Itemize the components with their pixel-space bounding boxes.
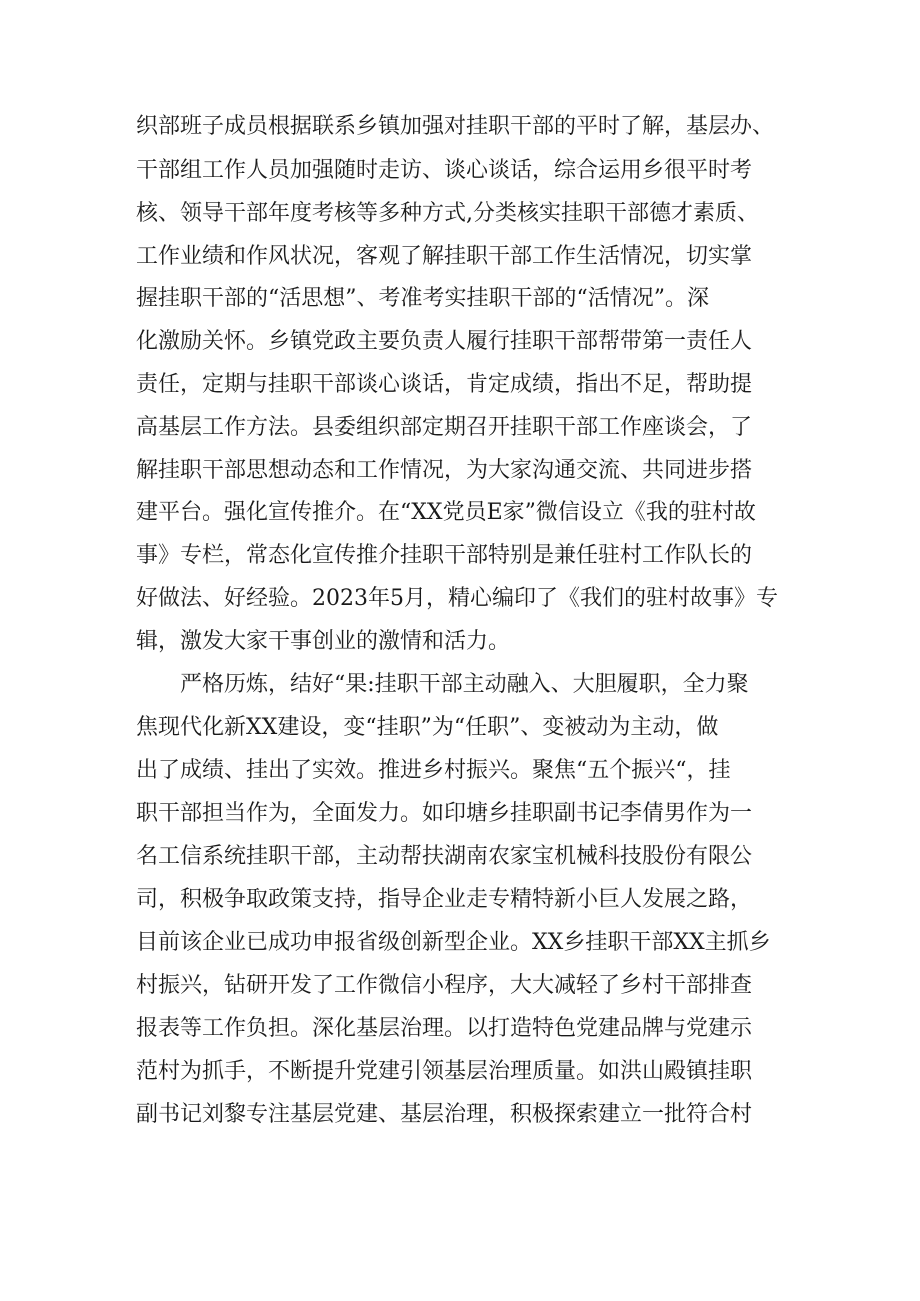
text-line: 司，积极争取政策支持，指导企业走专精特新小巨人发展之路， [136, 887, 753, 912]
text-line: 好做法、好经验。2023年5月，精心编印了《我们的驻村故事》专 [136, 586, 778, 611]
text-line: 织部班子成员根据联系乡镇加强对挂职干部的平时了解，基层办、 [136, 114, 775, 139]
text-line: 报表等工作负担。深化基层治理。以打造特色党建品牌与党建示 [136, 1016, 753, 1041]
text-line: 握挂职干部的“活思想”、考准考实挂职干部的“活情况”。深 [136, 286, 709, 311]
text-line: 村振兴，钻研开发了工作微信小程序，大大减轻了乡村干部排查 [136, 973, 753, 998]
text-line: 焦现代化新XX建设，变“挂职”为“任职”、变被动为主动，做 [136, 715, 719, 740]
text-line: 化激励关怀。乡镇党政主要负责人履行挂职干部帮带第一责任人 [136, 329, 753, 354]
text-line: 范村为抓手，不断提升党建引领基层治理质量。如洪山殿镇挂职 [136, 1059, 753, 1084]
text-line: 解挂职干部思想动态和工作情况，为大家沟通交流、共同进步搭 [136, 458, 753, 483]
paragraph-first-line: 严格历炼，结好“果:挂职干部主动融入、大胆履职，全力聚 [180, 672, 749, 697]
text-line: 出了成绩、挂出了实效。推进乡村振兴。聚焦“五个振兴“，挂 [136, 758, 731, 783]
text-line: 核、领导干部年度考核等多种方式,分类核实挂职干部德才素质、 [136, 201, 759, 226]
text-line: 工作业绩和作风状况，客观了解挂职干部工作生活情况，切实掌 [136, 244, 753, 269]
text-line: 高基层工作方法。县委组织部定期召开挂职干部工作座谈会，了 [136, 415, 753, 440]
text-line: 职干部担当作为，全面发力。如印塘乡挂职副书记李倩男作为一 [136, 801, 753, 826]
text-line: 建平台。强化宣传推介。在“XX党员E家”微信设立《我的驻村故 [136, 500, 756, 525]
text-line: 事》专栏，常态化宣传推介挂职干部特别是兼任驻村工作队长的 [136, 543, 753, 568]
text-line: 辑，激发大家干事创业的激情和活力。 [136, 629, 511, 654]
text-line: 责任，定期与挂职干部谈心谈话，肯定成绩，指出不足，帮助提 [136, 372, 753, 397]
text-line: 名工信系统挂职干部，主动帮扶湖南农家宝机械科技股份有限公 [136, 844, 753, 869]
text-line: 副书记刘黎专注基层党建、基层治理，积极探索建立一批符合村 [136, 1102, 753, 1127]
text-line: 目前该企业已成功申报省级创新型企业。XX乡挂职干部XX主抓乡 [136, 930, 771, 955]
text-line: 干部组工作人员加强随时走访、谈心谈话，综合运用乡很平时考 [136, 158, 753, 183]
